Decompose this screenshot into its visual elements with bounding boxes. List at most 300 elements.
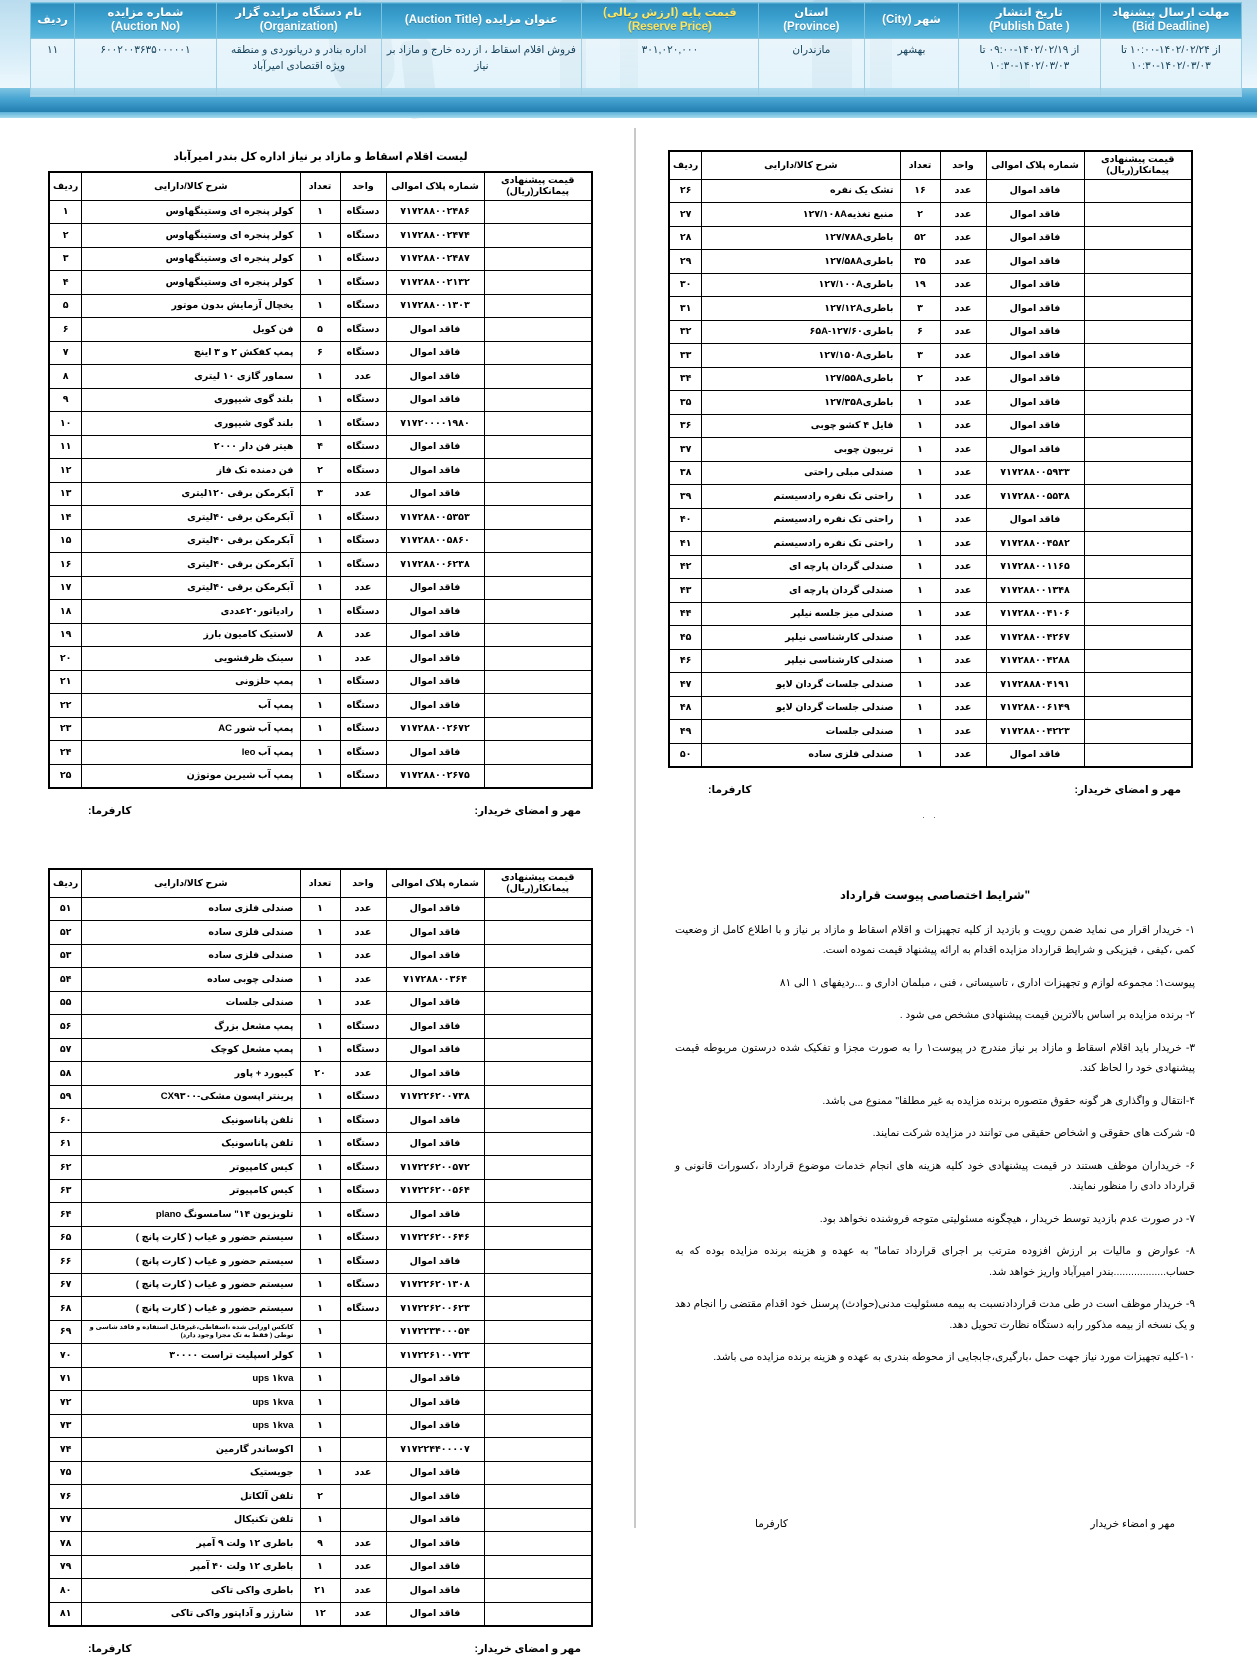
cell-plaque-number: فاقد اموال (986, 391, 1084, 415)
cell-count: ۱ (300, 921, 340, 945)
cell-bid-price (484, 1062, 592, 1086)
table-row (669, 273, 1192, 297)
col-organization-fa: نام دستگاه مزایده گزار (235, 7, 363, 19)
cell-plaque-number: ۷۱۷۲۸۸۰۰۵۳۵۳ (386, 506, 484, 530)
buyer-signature-label: مهر و امضای خریدار: (1074, 783, 1181, 796)
cell-bid-price (484, 1156, 592, 1180)
table-row (49, 1414, 592, 1438)
table-row (669, 438, 1192, 462)
cell-count: ۱ (300, 1438, 340, 1462)
cell-description: باطری۱۲۷/۵۵A (702, 367, 900, 391)
cell-bid-price (484, 294, 592, 318)
cell-auction-no: ۶۰۰۲۰۰۳۶۳۵۰۰۰۰۰۱ (75, 38, 216, 96)
cell-radif: ۳۶ (669, 414, 702, 438)
cell-plaque-number: فاقد اموال (386, 482, 484, 506)
table-row (49, 1485, 592, 1509)
cell-plaque-number: فاقد اموال (986, 273, 1084, 297)
cell-plaque-number: فاقد اموال (386, 1132, 484, 1156)
cell-unit (340, 1320, 386, 1344)
cell-radif: ۲۱ (49, 670, 82, 694)
col-organization (216, 3, 381, 39)
cell-description: صندلی جلسات (82, 991, 300, 1015)
cell-description: باطری۱۲۷/۱۲A (702, 297, 900, 321)
cell-unit: عدد (940, 414, 986, 438)
cell-radif: ۱۳ (49, 482, 82, 506)
cell-count: ۱ (300, 1367, 340, 1391)
cell-count: ۱ (300, 600, 340, 624)
cell-unit: عدد (940, 438, 986, 462)
cell-bid-price (1084, 673, 1192, 697)
cell-count: ۲۰ (300, 1062, 340, 1086)
cell-plaque-number: ۷۱۷۲۸۸۸۰۴۱۹۱ (986, 673, 1084, 697)
cell-radif: ۶۴ (49, 1203, 82, 1227)
cell-description: باطری۱۲۷/۳۵A (702, 391, 900, 415)
cell-radif: ۳۹ (669, 485, 702, 509)
th-desc: شرح کالا/دارایی (82, 172, 300, 200)
table-row (49, 921, 592, 945)
cell-radif: ۱۷ (49, 576, 82, 600)
th-radif: ردیف (49, 869, 82, 897)
cell-bid-price (484, 921, 592, 945)
cell-count: ۱۶ (900, 179, 940, 203)
cell-unit (340, 1414, 386, 1438)
cell-plaque-number: فاقد اموال (386, 897, 484, 921)
cell-count: ۳ (300, 482, 340, 506)
cell-description: کولر پنجره ای وستینگهاوس (82, 247, 300, 271)
cell-description: جویستیک (82, 1461, 300, 1485)
cell-radif: ۱۴ (49, 506, 82, 530)
items-table-3 (48, 868, 593, 1627)
cell-plaque-number: فاقد اموال (386, 1461, 484, 1485)
cell-bid-price (484, 670, 592, 694)
cell-unit: عدد (940, 555, 986, 579)
col-city-fa: شهر (914, 14, 941, 27)
items-table-3-body (49, 897, 592, 1626)
cell-plaque-number: ۷۱۷۲۸۸۰۰۶۱۴۹ (986, 696, 1084, 720)
cell-bid-price (484, 647, 592, 671)
cell-count: ۱ (900, 391, 940, 415)
cell-radif: ۹ (49, 388, 82, 412)
cell-description: تلفن تکنیکال (82, 1508, 300, 1532)
cell-radif: ۱۶ (49, 553, 82, 577)
items-block-1 (48, 150, 593, 817)
cell-plaque-number: فاقد اموال (386, 459, 484, 483)
cell-plaque-number: ۷۱۷۲۸۸۰۰۲۴۸۷ (386, 247, 484, 271)
cell-description: پمپ آب شیرین موتوژن (82, 764, 300, 788)
condition-item: ۷- در صورت عدم بازدید توسط خریدار ، هیچگونه مسئولیتی متوجه فروشنده نخواهد بود. (819, 1212, 1195, 1225)
cell-radif: ۶۱ (49, 1132, 82, 1156)
cell-plaque-number: فاقد اموال (986, 203, 1084, 227)
cell-unit (340, 1344, 386, 1368)
cell-plaque-number: فاقد اموال (386, 1391, 484, 1415)
cell-description: آبکرمکن برقی ۴۰لیتری (82, 506, 300, 530)
cell-count: ۱ (300, 694, 340, 718)
cell-unit: دستگاه (340, 600, 386, 624)
cell-bid-price (1084, 579, 1192, 603)
cell-count: ۱ (300, 247, 340, 271)
cell-bid-deadline: از ۱۴۰۲/۰۲/۲۴-۱۰:۰۰ تا ۱۴۰۲/۰۳/۰۳-۱۰:۳۰ (1100, 38, 1241, 96)
col-organization-en: (Organization) (259, 21, 338, 34)
cell-radif: ۷۲ (49, 1391, 82, 1415)
cell-plaque-number: فاقد اموال (386, 318, 484, 342)
cell-count: ۱ (300, 412, 340, 436)
col-bid-deadline-en: (Bid Deadline) (1132, 21, 1210, 34)
cell-count: ۱ (900, 696, 940, 720)
cell-plaque-number: ۷۱۷۲۸۸۰۰۱۱۶۵ (986, 555, 1084, 579)
table-row (669, 673, 1192, 697)
table-row (49, 1015, 592, 1039)
cell-radif: ۳۵ (669, 391, 702, 415)
th-desc: شرح کالا/دارایی (702, 151, 900, 179)
table-row (49, 247, 592, 271)
cell-radif: ۶۲ (49, 1156, 82, 1180)
employer-signature-label: کارفرما: (88, 804, 132, 817)
cell-radif: ۴ (49, 271, 82, 295)
cell-count: ۱ (300, 1109, 340, 1133)
cell-bid-price (484, 1579, 592, 1603)
cell-bid-price (484, 1485, 592, 1509)
cell-unit: دستگاه (340, 294, 386, 318)
cell-bid-price (1084, 367, 1192, 391)
cell-radif: ۴۶ (669, 649, 702, 673)
cell-unit: عدد (940, 344, 986, 368)
table-row (669, 461, 1192, 485)
cell-unit: دستگاه (340, 1179, 386, 1203)
cell-radif: ۴۷ (669, 673, 702, 697)
cell-plaque-number: فاقد اموال (386, 694, 484, 718)
cell-unit: دستگاه (340, 1109, 386, 1133)
cell-bid-price (484, 1085, 592, 1109)
cell-radif: ۵۴ (49, 968, 82, 992)
items-block-2 (668, 150, 1193, 820)
cell-radif: ۲۵ (49, 764, 82, 788)
cell-bid-price (1084, 532, 1192, 556)
th-bid: قیمت پیشنهادی پیمانکار(ریال) (484, 869, 592, 897)
condition-item: ۵- شرکت های حقوقی و اشخاص حقیقی می توانند در مزایده شرکت نمایند. (872, 1127, 1195, 1140)
table-row (49, 1320, 592, 1344)
cell-description: پمپ حلزونی (82, 670, 300, 694)
cell-bid-price (1084, 250, 1192, 274)
signature-dots: . . (922, 809, 939, 820)
cell-radif: ۷۷ (49, 1508, 82, 1532)
cell-plaque-number: فاقد اموال (986, 250, 1084, 274)
cell-bid-price (484, 1273, 592, 1297)
cell-auction-title: فروش اقلام اسقاط ، از رده خارج و مازاد بر نیاز (381, 38, 581, 96)
cell-count: ۸ (300, 623, 340, 647)
cell-unit: دستگاه (340, 1250, 386, 1274)
cell-radif: ۴۴ (669, 602, 702, 626)
cell-unit (340, 1508, 386, 1532)
th-radif: ردیف (669, 151, 702, 179)
cell-radif: ۵۱ (49, 897, 82, 921)
cell-plaque-number: ۷۱۷۲۲۶۲۰۰۶۲۳ (386, 1297, 484, 1321)
cell-radif: ۲۴ (49, 741, 82, 765)
cell-unit: عدد (340, 968, 386, 992)
th-plaque: شماره پلاک اموالی (386, 869, 484, 897)
cell-radif: ۲۰ (49, 647, 82, 671)
cell-bid-price (484, 200, 592, 224)
cell-unit: عدد (940, 250, 986, 274)
cell-count: ۱ (300, 647, 340, 671)
cell-unit: دستگاه (340, 247, 386, 271)
cell-bid-price (484, 482, 592, 506)
cell-count: ۱ (300, 1132, 340, 1156)
buyer-signature-label: مهر و امضای خریدار: (474, 1642, 581, 1655)
buyer-signature-label-plain: مهر و امضاء خریدار (1090, 1517, 1175, 1530)
condition-item: ۸- عوارض و مالیات بر ارزش افزوده مترتب بر اجرای قرارداد تماما" به عهده و هزینه برنده مزایده بوده که به حساب..................بندر امیرآباد واریز خواهد شد. (675, 1245, 1195, 1278)
cell-bid-price (484, 1179, 592, 1203)
cell-unit: عدد (340, 1555, 386, 1579)
cell-bid-price (484, 1555, 592, 1579)
cell-unit: دستگاه (340, 741, 386, 765)
col-publish-date (959, 3, 1100, 39)
cell-radif: ۷۹ (49, 1555, 82, 1579)
table-row (49, 1391, 592, 1415)
cell-radif: ۸ (49, 365, 82, 389)
employer-signature-label-plain: کارفرما (755, 1517, 788, 1530)
cell-unit: دستگاه (340, 1085, 386, 1109)
cell-description: بلند گوی شیپوری (82, 388, 300, 412)
cell-bid-price (1084, 320, 1192, 344)
cell-description: کانکس اورابی شده ،اسقاطی،غیرقابل استفاده و فاقد شاسی و توطی ( فقط به تک مجزا وجود دارد) (82, 1320, 300, 1344)
conditions-list (675, 920, 1195, 1368)
cell-description: ups ۱kva (82, 1414, 300, 1438)
cell-unit: عدد (340, 623, 386, 647)
cell-unit: عدد (340, 1602, 386, 1626)
cell-radif: ۳۷ (669, 438, 702, 462)
col-auction-no-en: (Auction No) (111, 21, 181, 34)
cell-count: ۱ (900, 602, 940, 626)
cell-radif: ۲۷ (669, 203, 702, 227)
items-table-header-row (49, 869, 592, 897)
cell-count: ۱ (300, 1461, 340, 1485)
cell-description: پمپ آب شور AC (82, 717, 300, 741)
table-row (49, 1508, 592, 1532)
cell-plaque-number: ۷۱۷۲۲۶۲۰۰۵۶۴ (386, 1179, 484, 1203)
cell-bid-price (484, 1461, 592, 1485)
cell-bid-price (484, 968, 592, 992)
table-row (49, 1367, 592, 1391)
cell-count: ۱ (300, 944, 340, 968)
table-row (49, 200, 592, 224)
cell-unit: عدد (940, 367, 986, 391)
cell-radif: ۵۳ (49, 944, 82, 968)
cell-bid-price (484, 1109, 592, 1133)
cell-count: ۱ (900, 508, 940, 532)
cell-plaque-number: ۷۱۷۲۲۳۴۰۰۰۵۴ (386, 1320, 484, 1344)
cell-bid-price (1084, 203, 1192, 227)
cell-bid-price (484, 1203, 592, 1227)
items-list-title: لیست اقلام اسقاط و مازاد بر نیاز اداره کل بندر امیرآباد (173, 151, 468, 163)
cell-unit: دستگاه (340, 271, 386, 295)
cell-bid-price (484, 271, 592, 295)
table-row (669, 579, 1192, 603)
cell-count: ۱ (900, 649, 940, 673)
items-table-1 (48, 171, 593, 789)
cell-radif: ۱۱ (31, 38, 75, 96)
condition-item: ۶- خریداران موظف هستند در قیمت پیشنهادی خود کلیه هزینه های انجام خدمات موضوع قرارداد ،کسورات قانونی و قرارداد دادی را منظور نمایند. (675, 1159, 1195, 1193)
cell-unit: عدد (940, 461, 986, 485)
cell-description: صندلی جلسات (702, 720, 900, 744)
cell-plaque-number: ۷۱۷۲۸۸۰۰۳۶۴ (386, 968, 484, 992)
cell-city: بهشهر (864, 38, 958, 96)
cell-unit: عدد (940, 602, 986, 626)
cell-radif: ۴۰ (669, 508, 702, 532)
cell-unit: عدد (940, 320, 986, 344)
cell-description: صندلی فلزی ساده (702, 743, 900, 767)
table-row (49, 435, 592, 459)
cell-count: ۲ (900, 203, 940, 227)
table-row (669, 696, 1192, 720)
cell-description: اکوساندر گارمین (82, 1438, 300, 1462)
table-row (49, 1226, 592, 1250)
cell-unit: عدد (940, 626, 986, 650)
cell-description: صندلی جلسات گردان لایو (702, 696, 900, 720)
cell-description: باطری ۱۲ ولت ۴۰ آمپر (82, 1555, 300, 1579)
cell-radif: ۴۸ (669, 696, 702, 720)
cell-radif: ۷۱ (49, 1367, 82, 1391)
cell-bid-price (484, 412, 592, 436)
cell-bid-price (484, 1320, 592, 1344)
conditions-title: "شرایط اختصاصی پیوست قرارداد (839, 890, 1031, 902)
table-row (49, 224, 592, 248)
table-row (669, 532, 1192, 556)
cell-plaque-number: فاقد اموال (986, 226, 1084, 250)
cell-count: ۱ (300, 365, 340, 389)
cell-plaque-number: فاقد اموال (386, 944, 484, 968)
cell-radif: ۱۵ (49, 529, 82, 553)
cell-description: راحتی تک نفره رادسیستم (702, 508, 900, 532)
cell-description: کیبورد + پاور (82, 1062, 300, 1086)
cell-count: ۴ (300, 435, 340, 459)
cell-radif: ۵ (49, 294, 82, 318)
cell-bid-price (1084, 297, 1192, 321)
cell-radif: ۳۱ (669, 297, 702, 321)
cell-radif: ۳۳ (669, 344, 702, 368)
th-radif: ردیف (49, 172, 82, 200)
th-count: تعداد (300, 869, 340, 897)
cell-count: ۱ (300, 1391, 340, 1415)
cell-plaque-number: فاقد اموال (986, 297, 1084, 321)
cell-unit: عدد (940, 273, 986, 297)
table-row (49, 506, 592, 530)
cell-radif: ۶ (49, 318, 82, 342)
cell-unit: عدد (940, 720, 986, 744)
cell-bid-price (1084, 485, 1192, 509)
cell-unit: دستگاه (340, 1156, 386, 1180)
table-row (49, 647, 592, 671)
cell-plaque-number: ۷۱۷۲۸۸۰۰۲۶۷۲ (386, 717, 484, 741)
cell-count: ۱ (300, 1555, 340, 1579)
cell-description: راحتی تک نفره رادسیستم (702, 532, 900, 556)
cell-bid-price (484, 529, 592, 553)
cell-bid-price (484, 1132, 592, 1156)
cell-description: صندلی جلسات گردان لایو (702, 673, 900, 697)
cell-unit: عدد (940, 743, 986, 767)
cell-province: مازندران (758, 38, 864, 96)
cell-count: ۱ (300, 670, 340, 694)
table-row (669, 649, 1192, 673)
cell-count: ۱ (300, 717, 340, 741)
cell-unit: عدد (940, 297, 986, 321)
cell-unit: عدد (940, 508, 986, 532)
cell-bid-price (484, 1602, 592, 1626)
cell-bid-price (484, 224, 592, 248)
condition-item: ۱- خریدار اقرار می نماید ضمن رویت و بازدید از کلیه تجهیزات و اقلام اسقاط و مازاد بر نیاز و با اطلاع کامل از وضعیت کمی ،کیفی ، فیزیکی و شرایط قرارداد مزایده اقدام به ارائه پیشنهاد قیمت نموده است. (675, 924, 1195, 957)
cell-count: ۱۲ (300, 1602, 340, 1626)
cell-count: ۱ (300, 200, 340, 224)
cell-unit: دستگاه (340, 553, 386, 577)
cell-description: پمپ آب leo (82, 741, 300, 765)
cell-bid-price (484, 1391, 592, 1415)
cell-plaque-number: فاقد اموال (386, 1579, 484, 1603)
th-count: تعداد (900, 151, 940, 179)
cell-plaque-number: ۷۱۷۲۲۶۲۰۰۶۴۶ (386, 1226, 484, 1250)
table-row (49, 670, 592, 694)
table-row (49, 1038, 592, 1062)
condition-item: ۱۰-کلیه تجهیزات مورد نیاز جهت حمل ،بارگیری،جابجایی از محوطه بندری به عهده و هزینه برنده مزایده می باشد. (713, 1351, 1195, 1364)
cell-plaque-number: ۷۱۷۲۸۸۰۰۲۴۷۴ (386, 224, 484, 248)
cell-count: ۱ (900, 673, 940, 697)
cell-radif: ۶۸ (49, 1297, 82, 1321)
cell-plaque-number: ۷۱۷۲۰۰۰۰۱۹۸۰ (386, 412, 484, 436)
cell-description: لاستیک کامیون بارز (82, 623, 300, 647)
th-desc: شرح کالا/دارایی (82, 869, 300, 897)
cell-publish-date: از ۱۴۰۲/۰۲/۱۹-۰۹:۰۰ تا ۱۴۰۲/۰۳/۰۳-۱۰:۳۰ (959, 38, 1100, 96)
table-row (669, 555, 1192, 579)
col-province-fa: استان (794, 7, 829, 19)
cell-bid-price (484, 1250, 592, 1274)
cell-plaque-number: فاقد اموال (986, 320, 1084, 344)
cell-count: ۱ (900, 461, 940, 485)
table-row (669, 203, 1192, 227)
table-row (49, 1203, 592, 1227)
th-unit: واحد (340, 869, 386, 897)
table-row (49, 1602, 592, 1626)
table-row (49, 1579, 592, 1603)
contract-conditions-block (675, 888, 1195, 1530)
cell-unit: دستگاه (340, 1297, 386, 1321)
cell-description: سیستم حضور و غیاب ( کارت پانچ ) (82, 1273, 300, 1297)
table-row (669, 720, 1192, 744)
cell-count: ۱ (300, 897, 340, 921)
signature-row-2 (668, 784, 1193, 796)
condition-item: ۲- برنده مزایده بر اساس بالاترین قیمت پیشنهادی مشخص می شود . (899, 1009, 1195, 1022)
cell-description: بلند گوی شیپوری (82, 412, 300, 436)
cell-bid-price (484, 435, 592, 459)
cell-radif: ۶۳ (49, 1179, 82, 1203)
cell-unit: عدد (340, 1532, 386, 1556)
cell-unit: عدد (340, 482, 386, 506)
table-row (49, 717, 592, 741)
cell-radif: ۷ (49, 341, 82, 365)
cell-count: ۱ (900, 743, 940, 767)
cell-description: سیستم حضور و غیاب ( کارت پانچ ) (82, 1250, 300, 1274)
employer-signature-label: کارفرما: (88, 1642, 132, 1655)
cell-bid-price (484, 247, 592, 271)
th-count: تعداد (300, 172, 340, 200)
cell-unit (340, 1367, 386, 1391)
cell-unit: دستگاه (340, 1038, 386, 1062)
cell-bid-price (484, 1414, 592, 1438)
table-row (669, 297, 1192, 321)
table-row (669, 344, 1192, 368)
cell-bid-price (484, 388, 592, 412)
cell-plaque-number: ۷۱۷۲۲۶۲۰۰۵۷۲ (386, 1156, 484, 1180)
table-row (49, 1179, 592, 1203)
cell-unit: عدد (940, 203, 986, 227)
col-city-en: (City) (882, 14, 912, 27)
